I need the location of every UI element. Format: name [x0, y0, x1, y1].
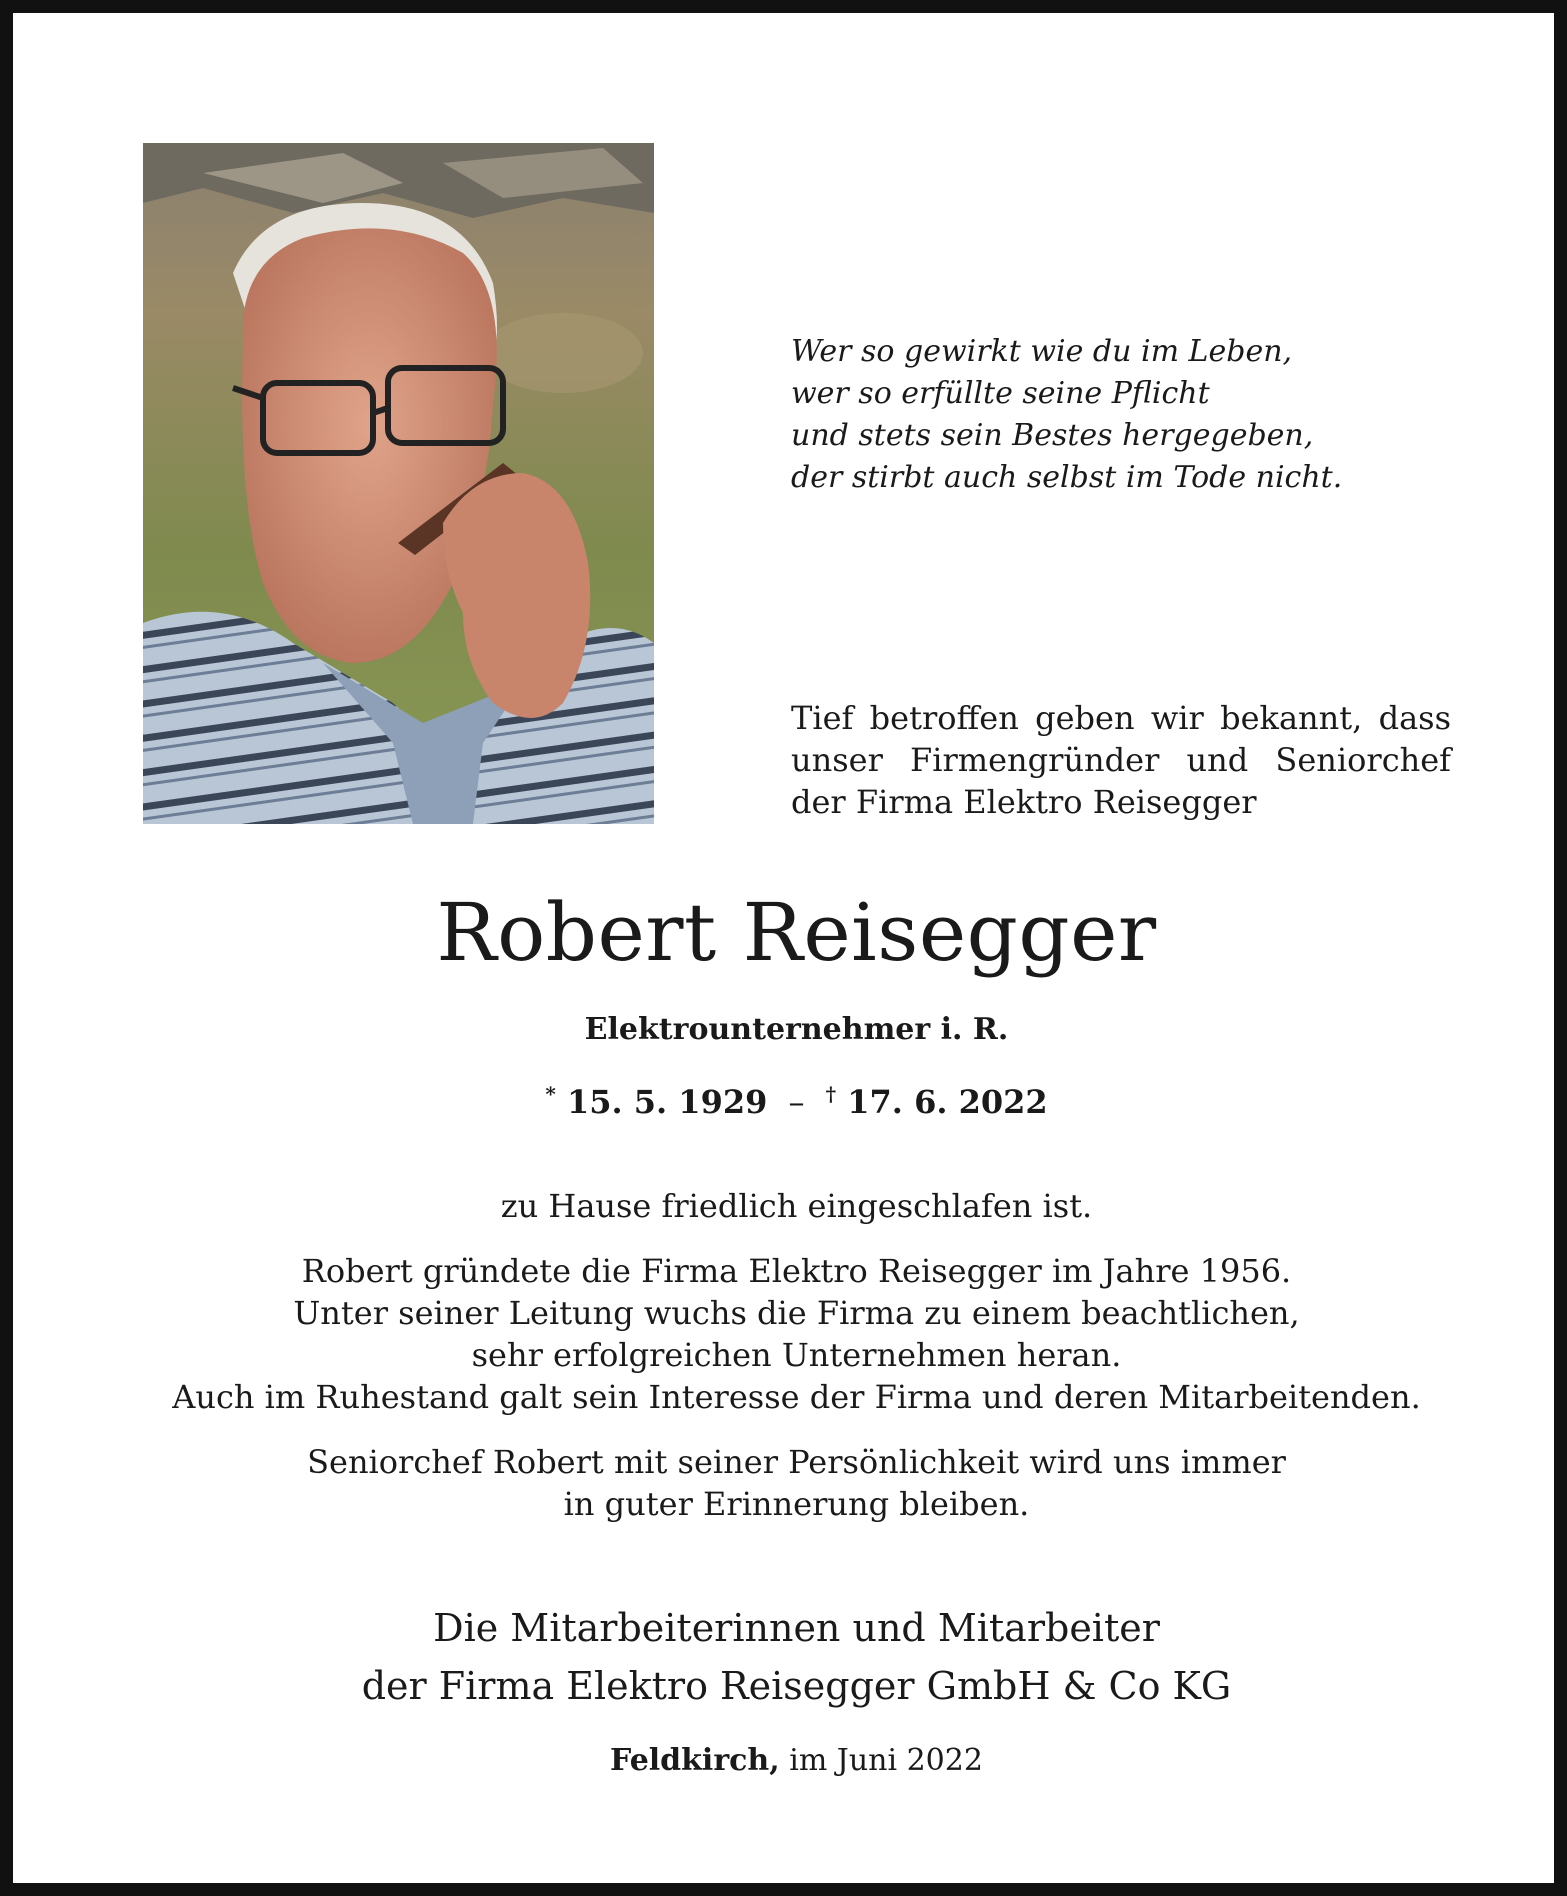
announcement-intro	[791, 697, 1451, 823]
body-line: in guter Erinnerung bleiben.	[563, 1485, 1030, 1523]
death-symbol: †	[825, 1082, 837, 1106]
death-date: 17. 6. 2022	[847, 1083, 1048, 1121]
deceased-name: Robert Reisegger	[436, 886, 1157, 979]
signature-line: der Firma Elektro Reisegger GmbH & Co KG	[361, 1664, 1232, 1708]
date-separator: –	[788, 1083, 805, 1121]
intro-line: Tief betroffen geben wir bekannt, dass	[791, 699, 1451, 737]
notice-date: im Juni 2022	[789, 1743, 983, 1778]
memorial-poem	[791, 331, 1342, 499]
intro-line: der Firma Elektro Reisegger	[791, 783, 1257, 821]
body-line: Unter seiner Leitung wuchs die Firma zu einem beachtlichen,	[293, 1294, 1300, 1332]
deceased-profession: Elektrounternehmer i. R.	[584, 1012, 1009, 1047]
intro-line: unser Firmengründer und Seniorchef	[791, 741, 1451, 779]
body-paragraph-2	[26, 1250, 1567, 1418]
signature-line: Die Mitarbeiterinnen und Mitarbeiter	[433, 1606, 1160, 1650]
place-name: Feldkirch,	[610, 1743, 780, 1778]
poem-line: wer so erfüllte seine Pflicht	[791, 376, 1210, 411]
birth-date: 15. 5. 1929	[566, 1083, 768, 1121]
birth-symbol: *	[545, 1082, 556, 1106]
body-line: Robert gründete die Firma Elektro Reisegger im Jahre 1956.	[301, 1252, 1292, 1290]
body-line: zu Hause friedlich eingeschlafen ist.	[500, 1187, 1093, 1225]
portrait-photo	[143, 143, 654, 824]
poem-line: Wer so gewirkt wie du im Leben,	[791, 334, 1293, 369]
body-line: Seniorchef Robert mit seiner Persönlichkeit wird uns immer	[307, 1443, 1286, 1481]
body-line: Auch im Ruhestand galt sein Interesse der Firma und deren Mitarbeitenden.	[172, 1378, 1421, 1416]
body-paragraph-3	[26, 1441, 1567, 1525]
poem-line: und stets sein Bestes hergegeben,	[791, 418, 1314, 453]
body-paragraph-1	[26, 1185, 1567, 1227]
signature-block	[26, 1599, 1567, 1715]
poem-line: der stirbt auch selbst im Tode nicht.	[791, 460, 1343, 495]
life-dates	[26, 1072, 1567, 1124]
body-line: sehr erfolgreichen Unternehmen heran.	[471, 1336, 1122, 1374]
place-date	[26, 1740, 1567, 1782]
